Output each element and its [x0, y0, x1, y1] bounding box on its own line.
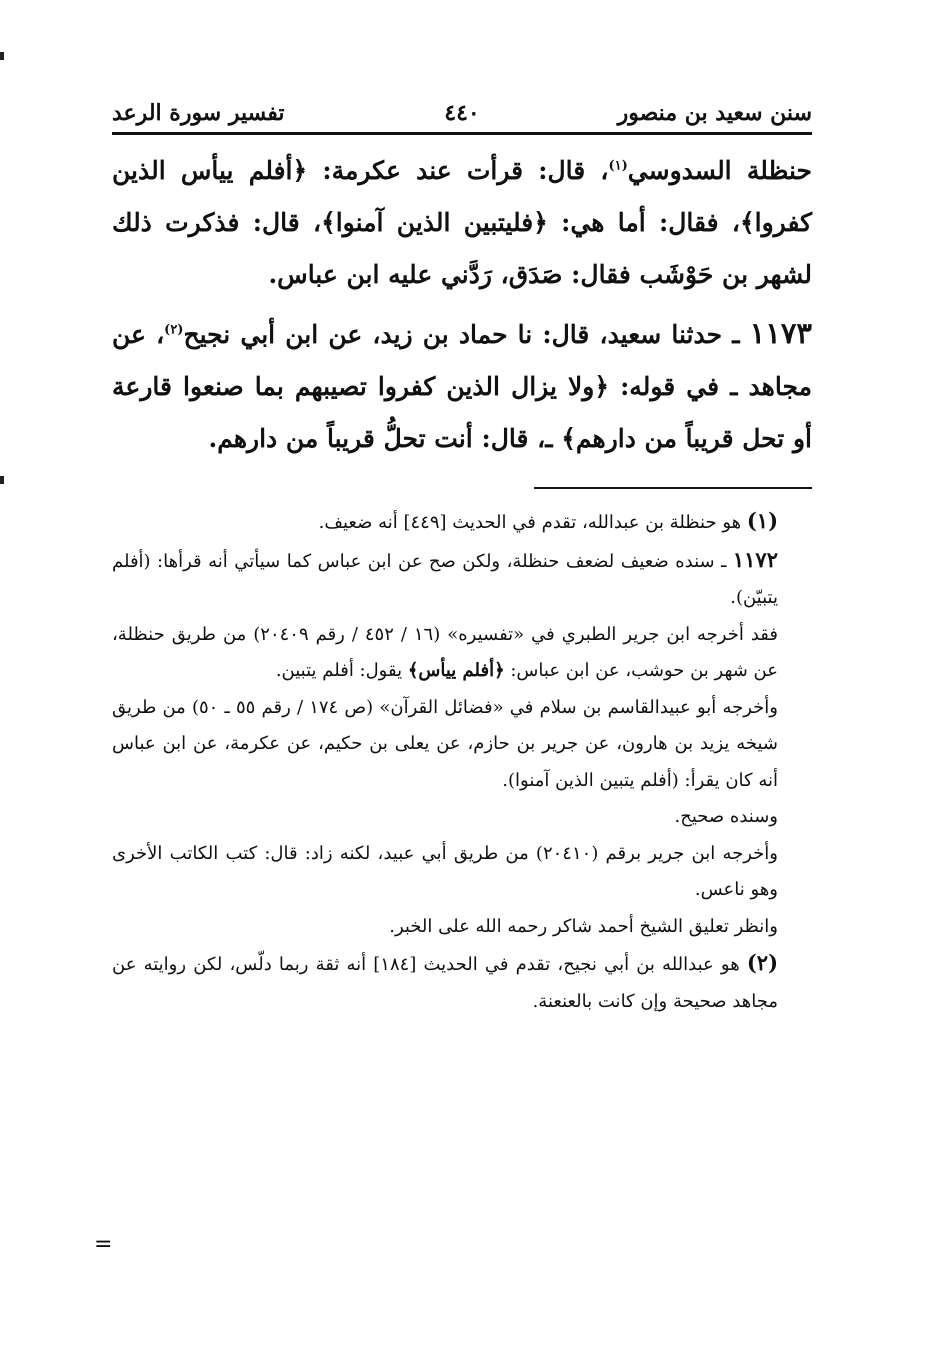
footnote-sahih: وسنده صحيح. [674, 806, 778, 827]
text-span: حنظلة السدوسي [627, 156, 813, 185]
footnote-label: (٢) [746, 950, 778, 975]
running-header [112, 96, 812, 130]
footnote-2 [112, 945, 812, 1020]
footnote-abu-ubaid: وأخرجه أبو عبيدالقاسم بن سلام في «فضائل القرآن» (ص ١٧٤ / رقم ٥٥ ـ ٥٠) من طريق شيخه يزيد بن هارون، عن جرير بن حازم، عن يعلى بن حكيم، عن عكرمة، عن ابن عباس أنه كان يقرأ: (أفلم يتبين الذين آمنوا). [112, 696, 778, 791]
footnote-hadith-1172 [112, 542, 812, 617]
footnote-label: (١) [746, 508, 778, 533]
page [112, 96, 812, 1296]
hadith-number: ١١٧٢ [732, 546, 778, 572]
footnote-shakir: وانظر تعليق الشيخ أحمد شاكر رحمه الله على الخبر. [389, 915, 778, 937]
main-text [112, 145, 812, 465]
book-title: سنن سعيد بن منصور [617, 100, 812, 126]
text-span: ، عن مجاهد ـ في قوله: ﴿ولا يزال الذين كفروا تصيبهم بما صنعوا قارعة أو تحل قريباً من دارهم﴾ ـ، قال: أنت تحلُّ قريباً من دارهم. [112, 320, 812, 453]
footnote-text: ـ سنده ضعيف لضعف حنظلة، ولكن صح عن ابن عباس كما سيأتي أنه قرأها: (أفلم يتبيّن). [112, 550, 778, 608]
footnote-ref-2: (٢) [164, 322, 184, 338]
text-span: ـ حدثنا سعيد، قال: نا حماد بن زيد، عن ابن أبي نجيح [183, 320, 750, 349]
footnote-separator [534, 487, 812, 489]
hadith-number: ١١٧٣ [749, 316, 812, 350]
footnote-ref-1: (١) [608, 158, 628, 174]
scan-edge-mark [0, 52, 4, 60]
footnote-text: هو عبدالله بن أبي نجيح، تقدم في الحديث [١٨٤] أنه ثقة ربما دلّس، لكن روايته عن مجاهد صحيحة وإن كانت بالعنعنة. [112, 954, 778, 1012]
text-span: ، قال: قرأت عند عكرمة: ﴿أفلم ييأس الذين كفروا﴾، فقال: أما هي: ﴿فليتبين الذين آمنوا﴾، قال: فذكرت ذلك لشهر بن حَوْشَب فقال: صَدَق، رَدَّني عليه ابن عباس. [112, 156, 812, 289]
scan-edge-mark [0, 476, 4, 484]
page-number: ٤٤٠ [444, 100, 480, 126]
paragraph-continuation [112, 145, 812, 301]
footnote-text: هو حنظلة بن عبدالله، تقدم في الحديث [٤٤٩] أنه ضعيف. [318, 512, 747, 533]
footnote-1 [112, 503, 812, 542]
quran-quote: ﴿أفلم ييأس﴾ [407, 660, 505, 681]
footnote-text: فقد أخرجه ابن جرير الطبري في «تفسيره» (١٦ / ٤٥٢ / رقم ٢٠٤٠٩) من طريق حنظلة، عن شهر بن حوشب، عن ابن عباس: [112, 623, 778, 681]
header-rule [112, 132, 812, 135]
footnote-jarir: وأخرجه ابن جرير برقم (٢٠٤١٠) من طريق أبي عبيد، لكنه زاد: قال: كتب الكاتب الأخرى وهو ناعس. [112, 842, 778, 900]
footnote-text: يقول: أفلم يتبين. [275, 660, 408, 681]
paragraph-hadith-1173 [112, 307, 812, 465]
continuation-mark: = [94, 1232, 113, 1257]
section-title: تفسير سورة الرعد [112, 100, 285, 126]
footnote-tabari [112, 617, 812, 690]
footnotes [112, 503, 812, 1020]
